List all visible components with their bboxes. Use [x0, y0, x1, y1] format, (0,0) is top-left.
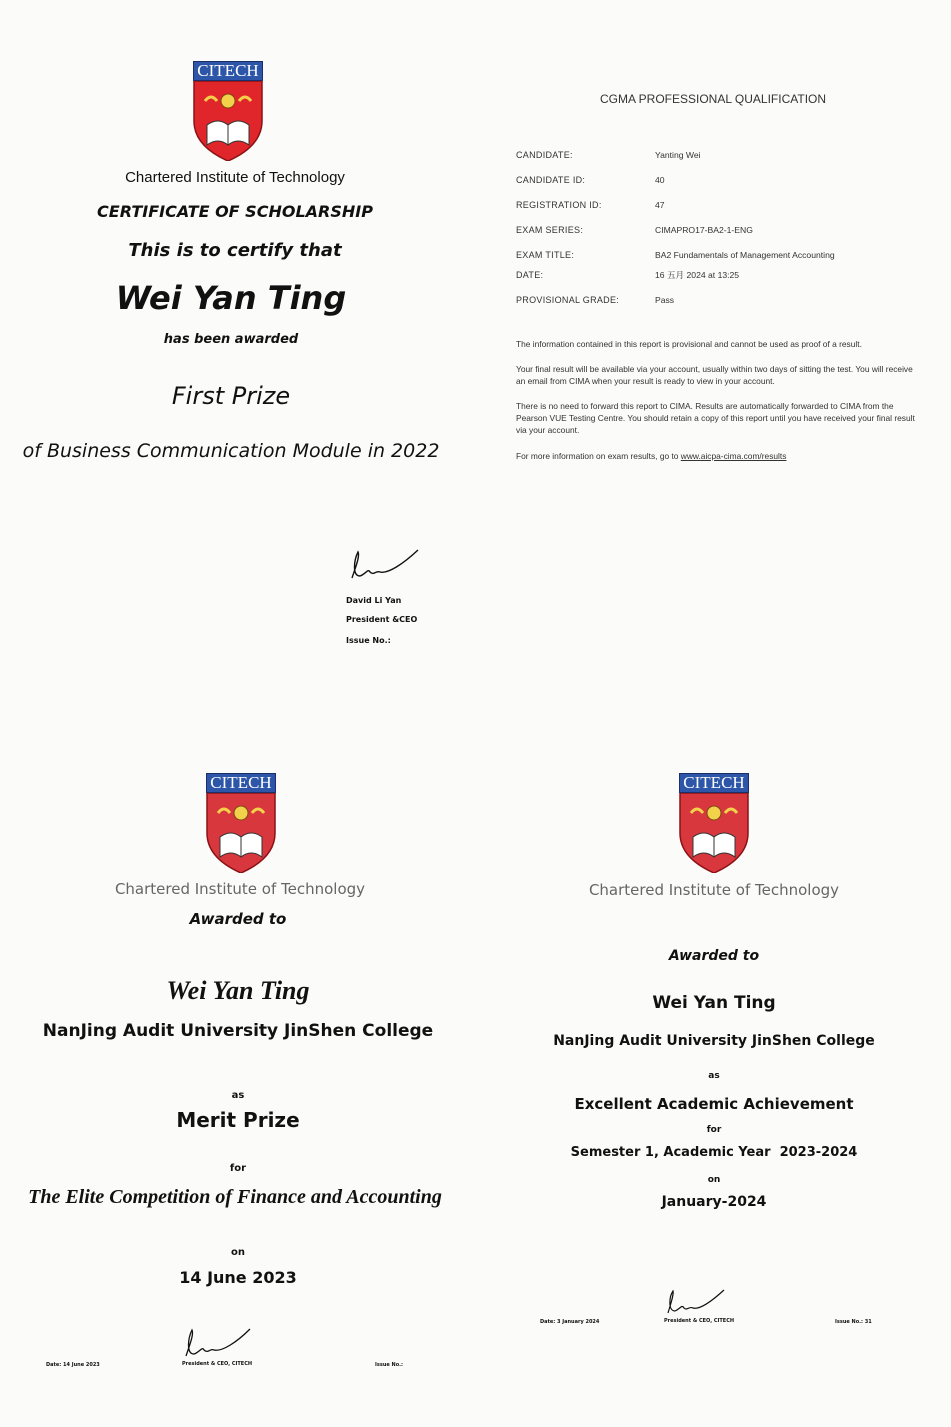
report-note-4 — [516, 450, 916, 462]
report-row — [516, 195, 665, 213]
report-row-value: 40 — [655, 175, 665, 185]
footer-date: Date: 14 June 2023 — [46, 1362, 100, 1368]
institution-name-3: Chartered Institute of Technology — [588, 881, 840, 899]
awarded-label: Awarded to — [189, 910, 287, 928]
competition-name: The Elite Competition of Finance and Accounting — [28, 1186, 442, 1208]
semester-text: Semester 1, Academic Year 2023-2024 — [570, 1145, 858, 1160]
report-note-4-text: For more information on exam results, go to — [516, 451, 681, 461]
logo-text-2: CITECH — [206, 773, 276, 793]
recipient-name-3: Wei Yan Ting — [652, 993, 776, 1013]
report-row-value: Pass — [655, 295, 675, 305]
footer-date-2: Date: 3 January 2024 — [540, 1319, 600, 1325]
award-date: 14 June 2023 — [179, 1268, 297, 1287]
report-row — [516, 145, 701, 163]
report-row-value: BA2 Fundamentals of Management Accounting — [655, 250, 835, 260]
report-row-value: 16 五月 2024 at 13:25 — [655, 270, 740, 280]
report-row-label: REGISTRATION ID: — [516, 200, 602, 210]
college-name: NanJing Audit University JinShen College — [42, 1021, 434, 1041]
for-label-2: for — [706, 1125, 722, 1135]
report-note-1: The information contained in this report is provisional and cannot be used as proof of a result. — [516, 339, 862, 349]
certify-text: This is to certify that — [128, 240, 342, 261]
report-row-value: Yanting Wei — [655, 150, 701, 160]
on-label: on — [231, 1247, 245, 1258]
report-row-label: PROVISIONAL GRADE: — [516, 295, 620, 305]
on-label-2: on — [707, 1175, 721, 1185]
signature-icon — [664, 1287, 728, 1317]
issue-number: Issue No.: — [346, 636, 391, 645]
logo-text-3: CITECH — [679, 773, 749, 793]
shield-icon — [206, 793, 276, 873]
as-label-2: as — [708, 1071, 720, 1081]
certificate-title: CERTIFICATE OF SCHOLARSHIP — [97, 202, 373, 221]
report-row-label: EXAM SERIES: — [516, 225, 584, 235]
logo-text: CITECH — [193, 61, 263, 81]
recipient-name-2: Wei Yan Ting — [166, 976, 310, 1005]
report-row — [516, 220, 753, 238]
report-row — [516, 290, 674, 308]
as-label: as — [231, 1090, 245, 1101]
institution-name: Chartered Institute of Technology — [125, 169, 345, 186]
report-row-value: CIMAPRO17-BA2-1-ENG — [655, 225, 753, 235]
signer-block — [346, 591, 417, 650]
module-text: of Business Communication Module in 2022 — [22, 440, 440, 462]
report-row-label: CANDIDATE: — [516, 150, 573, 160]
report-row — [516, 170, 665, 188]
prize-title: First Prize — [171, 382, 291, 410]
for-label: for — [229, 1163, 247, 1174]
report-note-3: There is no need to forward this report to CIMA. Results are automatically forwarded to CIMA from the Pearson VUE Testing Centre. You should retain a copy of this report until you have received your final result via your account. — [516, 401, 915, 435]
shield-icon — [193, 81, 263, 161]
report-row — [516, 245, 835, 263]
report-row-label: EXAM TITLE: — [516, 250, 575, 260]
report-row-label: CANDIDATE ID: — [516, 175, 586, 185]
achievement-title: Excellent Academic Achievement — [574, 1095, 854, 1113]
footer-signature-title-2: President & CEO, CITECH — [664, 1318, 735, 1324]
report-note-2: Your final result will be available via your account, usually within two days of sitting the test. You will receive an email from CIMA when your result is ready to view in your account. — [516, 364, 913, 386]
signer-name: David Li Yan — [346, 596, 402, 605]
signature-icon — [182, 1326, 254, 1360]
report-heading: CGMA PROFESSIONAL QUALIFICATION — [600, 92, 827, 106]
citech-logo-3 — [679, 773, 749, 873]
results-link[interactable]: www.aicpa-cima.com/results — [680, 451, 787, 461]
shield-icon — [679, 793, 749, 873]
institution-name-2: Chartered Institute of Technology — [114, 880, 366, 898]
award-date-2: January-2024 — [661, 1194, 767, 1210]
awarded-label-2: Awarded to — [668, 948, 760, 964]
citech-logo-2 — [206, 773, 276, 873]
college-name-2: NanJing Audit University JinShen College — [553, 1033, 875, 1049]
report-row — [516, 265, 739, 283]
footer-signature-title: President & CEO, CITECH — [182, 1361, 253, 1367]
footer-issue: Issue No.: — [375, 1362, 404, 1368]
signature-icon — [348, 546, 423, 584]
signer-title: President &CEO — [346, 615, 418, 624]
awarded-text: has been awarded — [163, 332, 299, 347]
recipient-name: Wei Yan Ting — [115, 279, 347, 317]
report-row-value: 47 — [655, 200, 665, 210]
citech-logo — [193, 61, 263, 161]
prize-title-2: Merit Prize — [176, 1108, 300, 1132]
footer-issue-2: Issue No.: 31 — [835, 1319, 872, 1325]
report-row-label: DATE: — [516, 270, 544, 280]
